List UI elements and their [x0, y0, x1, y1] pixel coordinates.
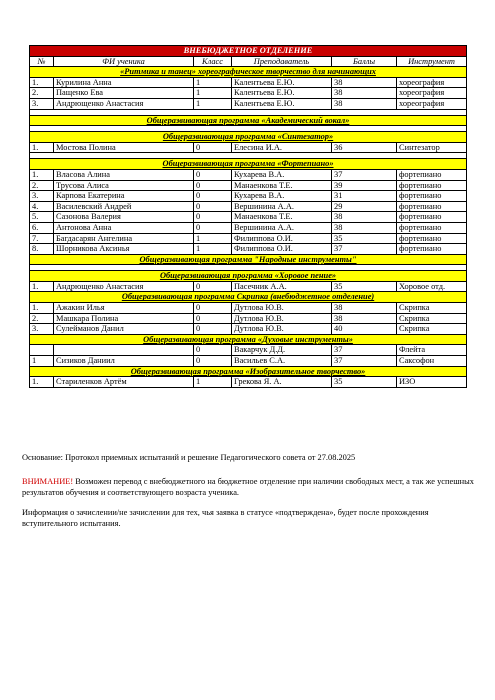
cell-teacher: Кухарева В.А.	[232, 191, 332, 202]
cell-teacher: Дутлова Ю.В.	[232, 313, 332, 324]
cell-number: 1	[30, 356, 54, 367]
cell-grade: 0	[194, 201, 232, 212]
cell-instrument: Скрипка	[397, 324, 467, 335]
cell-student: Сулейманов Данил	[54, 324, 194, 335]
cell-score: 35	[332, 233, 397, 244]
header-grade: Класс	[194, 56, 232, 67]
cell-grade: 1	[194, 377, 232, 388]
header-score: Баллы	[332, 56, 397, 67]
cell-number	[30, 345, 54, 356]
cell-teacher: Филиппова О.И.	[232, 233, 332, 244]
cell-number: 1.	[30, 281, 54, 292]
cell-student: Власова Алина	[54, 169, 194, 180]
table-row	[30, 222, 467, 233]
section-title: Общеразвивающая программа «Хоровое пение»	[30, 271, 467, 282]
cell-grade: 0	[194, 356, 232, 367]
cell-grade: 0	[194, 169, 232, 180]
cell-teacher: Грекова Я. А.	[232, 377, 332, 388]
header-teacher: Преподаватель	[232, 56, 332, 67]
section-title: Общеразвивающая программа «Фортепиано»	[30, 159, 467, 170]
table-row	[30, 244, 467, 255]
cell-number: 3.	[30, 324, 54, 335]
cell-number: 5.	[30, 212, 54, 223]
cell-grade: 0	[194, 324, 232, 335]
cell-number: 3.	[30, 191, 54, 202]
cell-teacher: Кухарева В.А.	[232, 169, 332, 180]
cell-number: 7.	[30, 233, 54, 244]
cell-instrument: фортепиано	[397, 201, 467, 212]
header-row	[30, 56, 467, 67]
section-title: Общеразвивающая программа «Духовые инструменты»	[30, 334, 467, 345]
cell-instrument: Скрипка	[397, 303, 467, 314]
cell-grade: 0	[194, 303, 232, 314]
cell-grade: 0	[194, 212, 232, 223]
table-row	[30, 356, 467, 367]
section-row	[30, 254, 467, 265]
cell-instrument: Скрипка	[397, 313, 467, 324]
table-row	[30, 180, 467, 191]
cell-score: 38	[332, 313, 397, 324]
cell-instrument: фортепиано	[397, 212, 467, 223]
cell-grade: 0	[194, 281, 232, 292]
cell-score: 38	[332, 303, 397, 314]
cell-grade: 0	[194, 222, 232, 233]
cell-grade: 1	[194, 244, 232, 255]
cell-number: 1.	[30, 169, 54, 180]
cell-teacher: Вершинина А.А.	[232, 222, 332, 233]
cell-student: Ажакин Илья	[54, 303, 194, 314]
cell-teacher: Пасечник А.А.	[232, 281, 332, 292]
cell-number: 1.	[30, 377, 54, 388]
cell-teacher: Калентьева Е.Ю.	[232, 88, 332, 99]
section-row	[30, 271, 467, 282]
cell-instrument: Хоровое отд.	[397, 281, 467, 292]
header-number: №	[30, 56, 54, 67]
cell-score: 37	[332, 244, 397, 255]
cell-instrument: хореография	[397, 98, 467, 109]
cell-instrument: ИЗО	[397, 377, 467, 388]
cell-instrument: хореография	[397, 88, 467, 99]
table-row	[30, 281, 467, 292]
cell-score: 38	[332, 77, 397, 88]
cell-student: Андрющенко Анастасия	[54, 281, 194, 292]
section-title: Общеразвивающая программа Скрипка (внебюджетное отделение)	[30, 292, 467, 303]
cell-grade: 1	[194, 77, 232, 88]
cell-grade: 0	[194, 345, 232, 356]
section-title: «Ритмика и танец» хореографическое творчество для начинающих	[30, 67, 467, 78]
cell-instrument: фортепиано	[397, 222, 467, 233]
cell-score: 38	[332, 222, 397, 233]
table-row	[30, 142, 467, 153]
cell-student: Сизиков Даниил	[54, 356, 194, 367]
section-title: Общеразвивающая программа «Синтезатор»	[30, 132, 467, 143]
cell-student: Машкара Полина	[54, 313, 194, 324]
section-row	[30, 132, 467, 143]
cell-score: 38	[332, 88, 397, 99]
cell-student: Багдасарян Ангелина	[54, 233, 194, 244]
cell-number: 4.	[30, 201, 54, 212]
table-row	[30, 98, 467, 109]
cell-teacher: Вакарчук Д.Д.	[232, 345, 332, 356]
section-row	[30, 334, 467, 345]
cell-student	[54, 345, 194, 356]
section-title: Общеразвивающая программа «Академический вокал»	[30, 115, 467, 126]
cell-teacher: Дутлова Ю.В.	[232, 324, 332, 335]
cell-teacher: Манаенкова Т.Е.	[232, 180, 332, 191]
table-row	[30, 77, 467, 88]
table-row	[30, 324, 467, 335]
cell-number: 1.	[30, 303, 54, 314]
cell-instrument: хореография	[397, 77, 467, 88]
cell-grade: 0	[194, 313, 232, 324]
cell-student: Мостова Полина	[54, 142, 194, 153]
cell-grade: 1	[194, 98, 232, 109]
cell-grade: 0	[194, 180, 232, 191]
attention-label: ВНИМАНИЕ!	[22, 477, 74, 486]
cell-score: 37	[332, 169, 397, 180]
cell-teacher: Калентьева Е.Ю.	[232, 98, 332, 109]
table-row	[30, 233, 467, 244]
table-row	[30, 88, 467, 99]
attention-text: Возможен перевод с внебюджетного на бюджетное отделение при наличии свободных мест, а так же успешных результатов обучения и соответствующего возраста ученика.	[22, 477, 474, 497]
cell-grade: 0	[194, 191, 232, 202]
cell-instrument: фортепиано	[397, 169, 467, 180]
cell-student: Пащенко Ева	[54, 88, 194, 99]
cell-teacher: Дутлова Ю.В.	[232, 303, 332, 314]
table-row	[30, 377, 467, 388]
section-row	[30, 115, 467, 126]
section-row	[30, 366, 467, 377]
cell-score: 35	[332, 377, 397, 388]
results-table	[29, 45, 467, 388]
cell-teacher: Вершинина А.А.	[232, 201, 332, 212]
cell-student: Антонова Анна	[54, 222, 194, 233]
cell-score: 40	[332, 324, 397, 335]
cell-teacher: Елесина И.А.	[232, 142, 332, 153]
department-title: ВНЕБЮДЖЕТНОЕ ОТДЕЛЕНИЕ	[30, 46, 467, 57]
section-row	[30, 159, 467, 170]
cell-number: 1.	[30, 142, 54, 153]
table-row	[30, 345, 467, 356]
table-row	[30, 169, 467, 180]
cell-teacher: Калентьева Е.Ю.	[232, 77, 332, 88]
cell-instrument: фортепиано	[397, 244, 467, 255]
cell-teacher: Филиппова О.И.	[232, 244, 332, 255]
cell-score: 38	[332, 212, 397, 223]
attention-note	[22, 476, 477, 498]
results-sheet	[29, 45, 466, 388]
cell-instrument: фортепиано	[397, 180, 467, 191]
cell-score: 38	[332, 98, 397, 109]
header-instrument: Инструмент	[397, 56, 467, 67]
cell-student: Трусова Алиса	[54, 180, 194, 191]
cell-grade: 1	[194, 233, 232, 244]
cell-number: 2.	[30, 88, 54, 99]
cell-number: 2.	[30, 313, 54, 324]
cell-student: Карпова Екатерина	[54, 191, 194, 202]
cell-number: 2.	[30, 180, 54, 191]
cell-student: Стариленков Артём	[54, 377, 194, 388]
cell-number: 3.	[30, 98, 54, 109]
table-row	[30, 191, 467, 202]
cell-score: 37	[332, 345, 397, 356]
table-row	[30, 303, 467, 314]
cell-student: Сазонова Валерия	[54, 212, 194, 223]
cell-number: 1.	[30, 77, 54, 88]
cell-instrument: Синтезатор	[397, 142, 467, 153]
cell-student: Андрющенко Анастасия	[54, 98, 194, 109]
cell-instrument: фортепиано	[397, 233, 467, 244]
cell-teacher: Манаенкова Т.Е.	[232, 212, 332, 223]
section-title: Общеразвивающая программа "Народные инструменты"	[30, 254, 467, 265]
cell-student: Курилина Анна	[54, 77, 194, 88]
table-row	[30, 201, 467, 212]
cell-number: 8.	[30, 244, 54, 255]
title-row	[30, 46, 467, 57]
section-row	[30, 67, 467, 78]
cell-score: 31	[332, 191, 397, 202]
cell-instrument: фортепиано	[397, 191, 467, 202]
table-row	[30, 313, 467, 324]
cell-grade: 1	[194, 88, 232, 99]
header-student: ФИ ученика	[54, 56, 194, 67]
cell-student: Василевский Андрей	[54, 201, 194, 212]
cell-instrument: Флейта	[397, 345, 467, 356]
cell-score: 35	[332, 281, 397, 292]
basis-note: Основание: Протокол приемных испытаний и решение Педагогического совета от 27.08.2025	[22, 453, 356, 462]
section-title: Общеразвивающая программа «Изобразительное творчество»	[30, 366, 467, 377]
cell-score: 39	[332, 180, 397, 191]
cell-number: 6.	[30, 222, 54, 233]
cell-student: Шорникова Аксинья	[54, 244, 194, 255]
cell-teacher: Васильев С.А.	[232, 356, 332, 367]
cell-grade: 0	[194, 142, 232, 153]
section-row	[30, 292, 467, 303]
info-note: Информация о зачислении/не зачислении для тех, чья заявка в статусе «подтверждена», будет после прохождения вступительного испытания.	[22, 508, 429, 528]
cell-score: 36	[332, 142, 397, 153]
cell-score: 37	[332, 356, 397, 367]
table-row	[30, 212, 467, 223]
cell-score: 29	[332, 201, 397, 212]
cell-instrument: Саксофон	[397, 356, 467, 367]
